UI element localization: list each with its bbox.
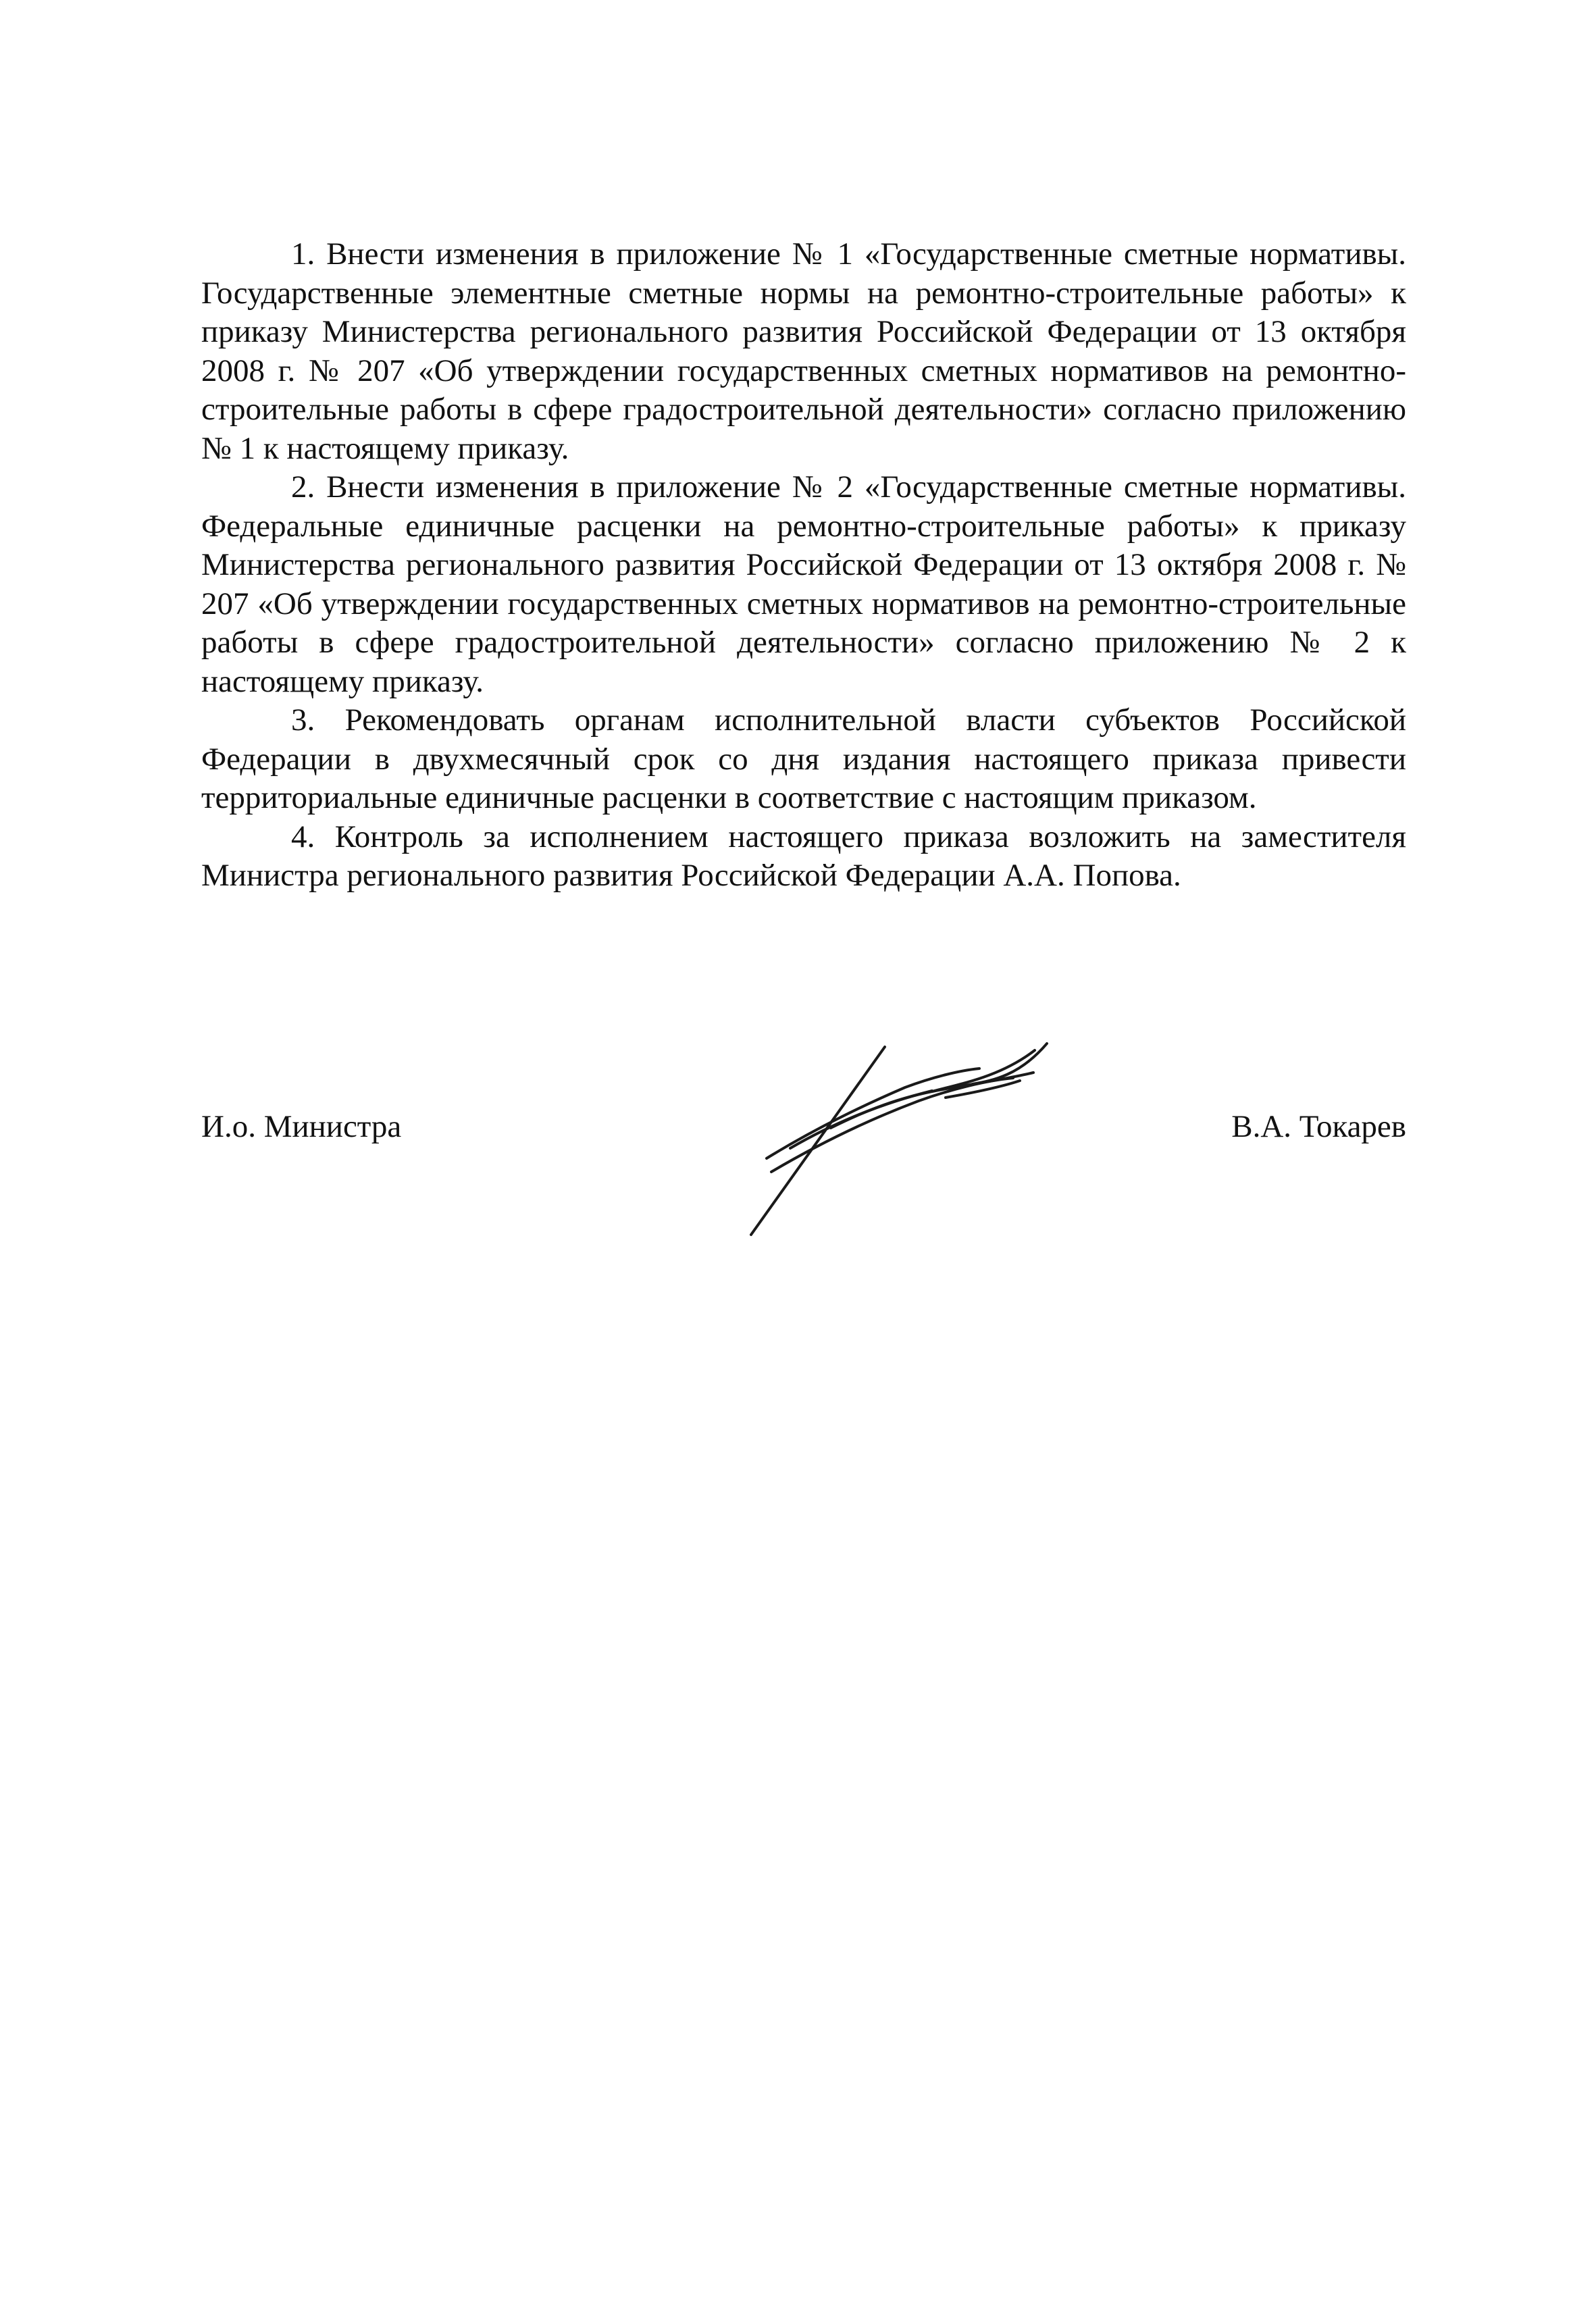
paragraph-2: 2. Внести изменения в приложение № 2 «Государственные сметные нормативы. Федеральные единичные расценки на ремонтно-строительные работы» к приказу Министерства регионального развития Российской Федерации от 13 октября 2008 г. № 207 «Об утверждении государственных сметных нормативов на ремонтно-строительные работы в сфере градостроительной деятельности» согласно приложению № 2 к настоящему приказу. (201, 469, 1406, 699)
document-body (201, 235, 1406, 896)
signatory-name: В.А. Токарев (1231, 1109, 1406, 1144)
paragraph-1: 1. Внести изменения в приложение № 1 «Государственные сметные нормативы. Государственные элементные сметные нормы на ремонтно-строительные работы» к приказу Министерства регионального развития Российской Федерации от 13 октября 2008 г. № 207 «Об утверждении государственных сметных нормативов на ремонтно-строительные работы в сфере градостроительной деятельности» согласно приложению № 1 к настоящему приказу. (201, 236, 1406, 466)
paragraph-4: 4. Контроль за исполнением настоящего приказа возложить на заместителя Министра регионального развития Российской Федерации А.А. Попова. (201, 819, 1406, 893)
signatory-title: И.о. Министра (201, 1109, 402, 1144)
paragraph-3: 3. Рекомендовать органам исполнительной власти субъектов Российской Федерации в двухмесячный срок со дня издания настоящего приказа привести территориальные единичные расценки в соответствие с настоящим приказом. (201, 702, 1406, 815)
signature-block (201, 1108, 1406, 1155)
